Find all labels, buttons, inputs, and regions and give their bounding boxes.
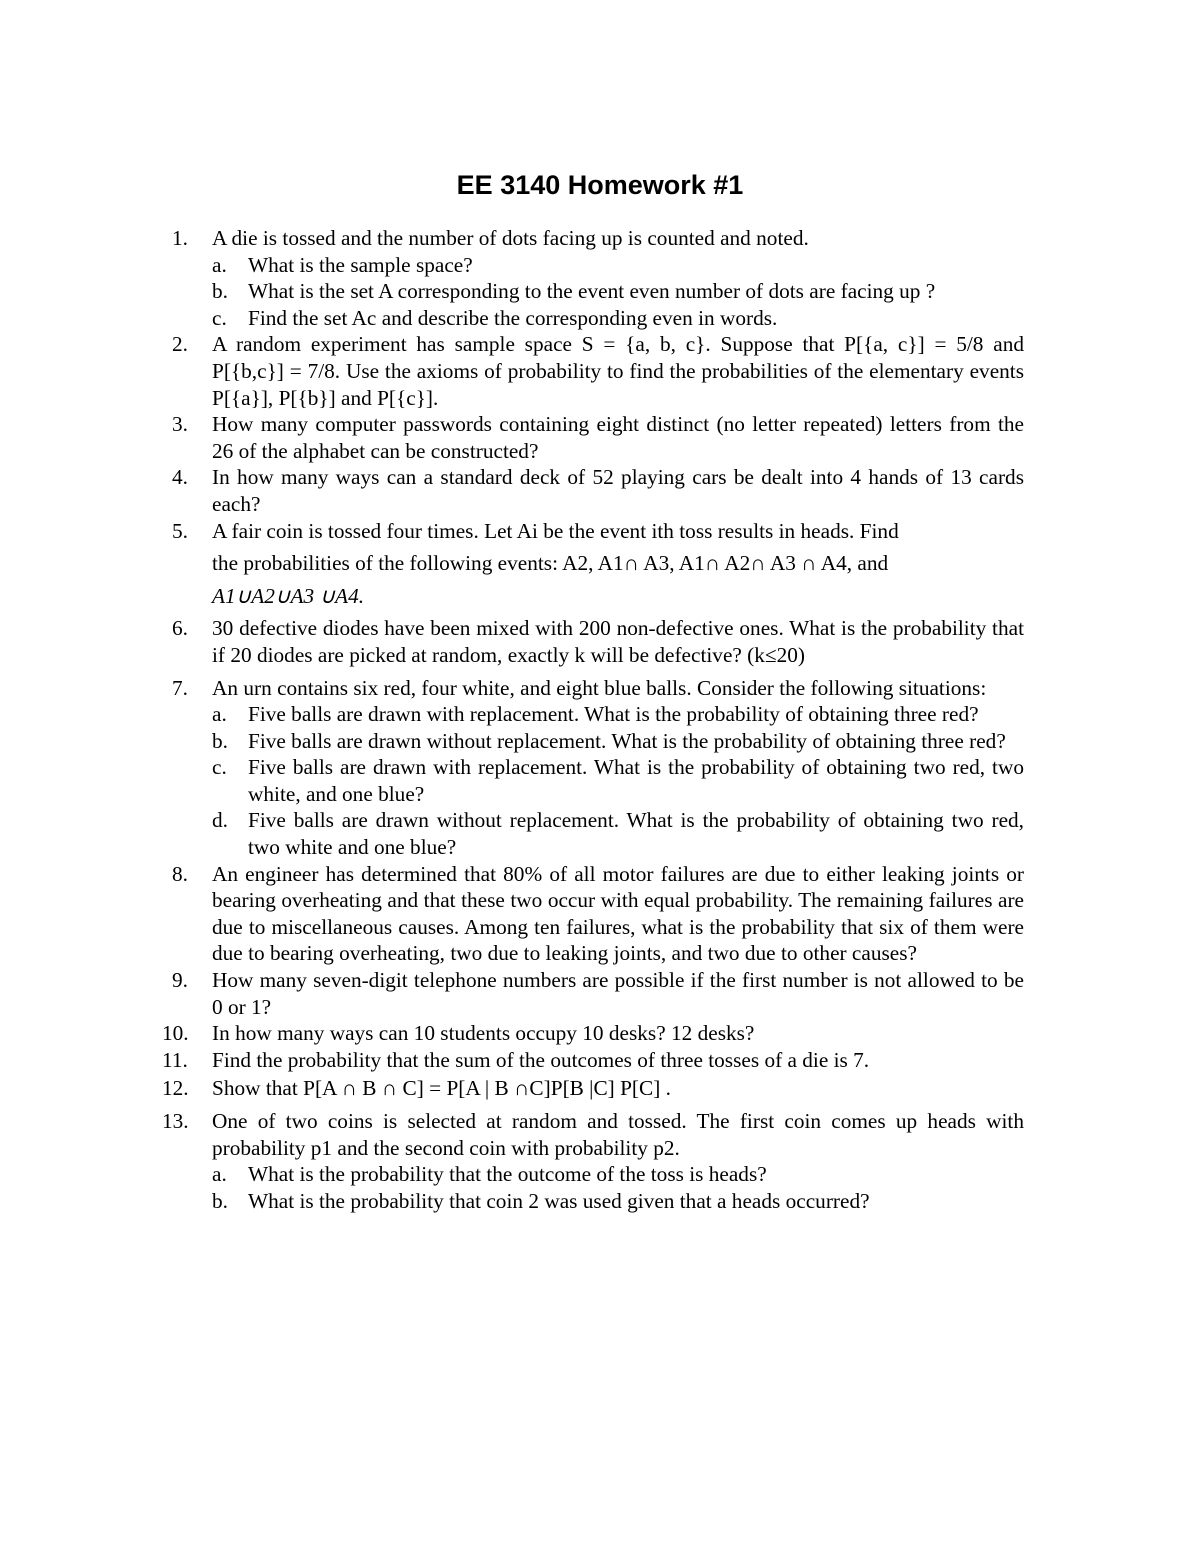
question-text: How many computer passwords containing eight distinct (no letter repeated) letters from the 26 of the alphabet can be constructed? — [212, 412, 1024, 463]
question-text: An engineer has determined that 80% of all motor failures are due to either leaking joints or bearing overheating and that these two occur with equal probability. The remaining failures are due to miscellaneous causes. Among ten failures, what is the probability that six of them were due to bearing overheating, two due to leaking joints, and two due to other causes? — [212, 861, 1024, 966]
subquestion-letter: d. — [212, 808, 228, 833]
subquestion-7b — [212, 728, 1024, 755]
question-7 — [172, 675, 1024, 861]
question-text: In how many ways can 10 students occupy 10 desks? 12 desks? — [212, 1021, 755, 1046]
question-13 — [162, 1108, 1024, 1214]
subquestion-7c — [212, 754, 1024, 807]
question-number: 13. — [162, 1109, 189, 1133]
question-number: 2. — [172, 332, 188, 357]
question-number: 1. — [172, 226, 188, 250]
question-number: 5. — [172, 518, 188, 543]
subquestion-1c — [212, 305, 1024, 332]
question-text-line-3: A1∪A2∪A3 ∪A4. — [212, 583, 365, 608]
subquestion-text: What is the sample space? — [248, 252, 473, 277]
question-4 — [172, 464, 1024, 517]
subquestion-text: What is the probability that coin 2 was used given that a heads occurred? — [248, 1188, 870, 1213]
question-text: Find the probability that the sum of the outcomes of three tosses of a die is 7. — [212, 1047, 870, 1072]
subquestion-text: Five balls are drawn without replacement. What is the probability of obtaining three red? — [248, 728, 1006, 753]
question-number: 8. — [172, 861, 188, 886]
subquestion-text: Five balls are drawn without replacement. What is the probability of obtaining two red, two white and one blue? — [248, 808, 1024, 860]
question-text: An urn contains six red, four white, and eight blue balls. Consider the following situations: — [212, 675, 987, 700]
subquestion-text: Five balls are drawn with replacement. What is the probability of obtaining three red? — [248, 702, 979, 727]
subquestion-letter: a. — [212, 1162, 227, 1187]
subquestion-text: Five balls are drawn with replacement. What is the probability of obtaining two red, two white, and one blue? — [248, 755, 1024, 806]
subquestion-letter: b. — [212, 279, 228, 304]
subquestion-1a — [212, 252, 1024, 279]
subquestion-letter: a. — [212, 252, 227, 277]
subquestion-7a — [212, 701, 1024, 728]
question-number: 12. — [162, 1076, 189, 1101]
subquestion-7d — [212, 807, 1024, 860]
question-5 — [172, 518, 1024, 610]
question-3 — [172, 411, 1024, 464]
question-text: 30 defective diodes have been mixed with 200 non-defective ones. What is the probability that if 20 diodes are picked at random, exactly k will be defective? (k≤20) — [212, 616, 1024, 667]
subquestion-text: Find the set Ac and describe the corresponding even in words. — [248, 305, 778, 330]
question-number: 3. — [172, 412, 188, 437]
question-12 — [162, 1075, 1024, 1102]
question-text: One of two coins is selected at random and tossed. The first coin comes up heads with probability p1 and the second coin with probability p2. — [212, 1109, 1024, 1160]
question-list — [162, 225, 1024, 1214]
question-2 — [172, 331, 1024, 411]
question-number: 4. — [172, 465, 188, 490]
subquestion-letter: c. — [212, 305, 227, 330]
subquestion-letter: c. — [212, 755, 227, 780]
subquestion-letter: b. — [212, 728, 228, 753]
question-number: 11. — [162, 1047, 188, 1072]
subquestion-13a — [212, 1161, 1024, 1188]
question-number: 9. — [172, 968, 188, 993]
question-1 — [172, 225, 1024, 331]
subquestion-13b — [212, 1188, 1024, 1215]
question-number: 6. — [172, 616, 188, 641]
question-text: How many seven-digit telephone numbers are possible if the first number is not allowed to be 0 or 1? — [212, 968, 1024, 1019]
question-text: A fair coin is tossed four times. Let Ai be the event ith toss results in heads. Find — [212, 518, 899, 543]
question-10 — [162, 1020, 1024, 1047]
subquestion-1b — [212, 278, 1024, 305]
question-number: 7. — [172, 675, 188, 700]
subquestion-letter: a. — [212, 702, 227, 727]
question-text-line-2: the probabilities of the following events: A2, A1∩ A3, A1∩ A2∩ A3 ∩ A4, and — [212, 551, 889, 576]
question-6 — [172, 615, 1024, 668]
question-11 — [162, 1047, 1024, 1074]
subquestion-text: What is the probability that the outcome of the toss is heads? — [248, 1162, 767, 1187]
question-text: In how many ways can a standard deck of 52 playing cars be dealt into 4 hands of 13 cards each? — [212, 465, 1024, 516]
question-9 — [172, 967, 1024, 1020]
question-text: A die is tossed and the number of dots facing up is counted and noted. — [212, 226, 809, 250]
question-8 — [172, 861, 1024, 967]
question-text: Show that P[A ∩ B ∩ C] = P[A | B ∩C]P[B |C] P[C] . — [212, 1076, 671, 1101]
subquestion-letter: b. — [212, 1188, 228, 1213]
page-title: EE 3140 Homework #1 — [456, 170, 744, 200]
question-number: 10. — [162, 1021, 189, 1046]
question-text: A random experiment has sample space S = {a, b, c}. Suppose that P[{a, c}] = 5/8 and P[{b,c}] = 7/8. Use the axioms of probability to find the probabilities of the elementary events P[{a}], P[{b}] and P[{c}]. — [212, 332, 1024, 410]
subquestion-text: What is the set A corresponding to the event even number of dots are facing up ? — [248, 279, 936, 304]
